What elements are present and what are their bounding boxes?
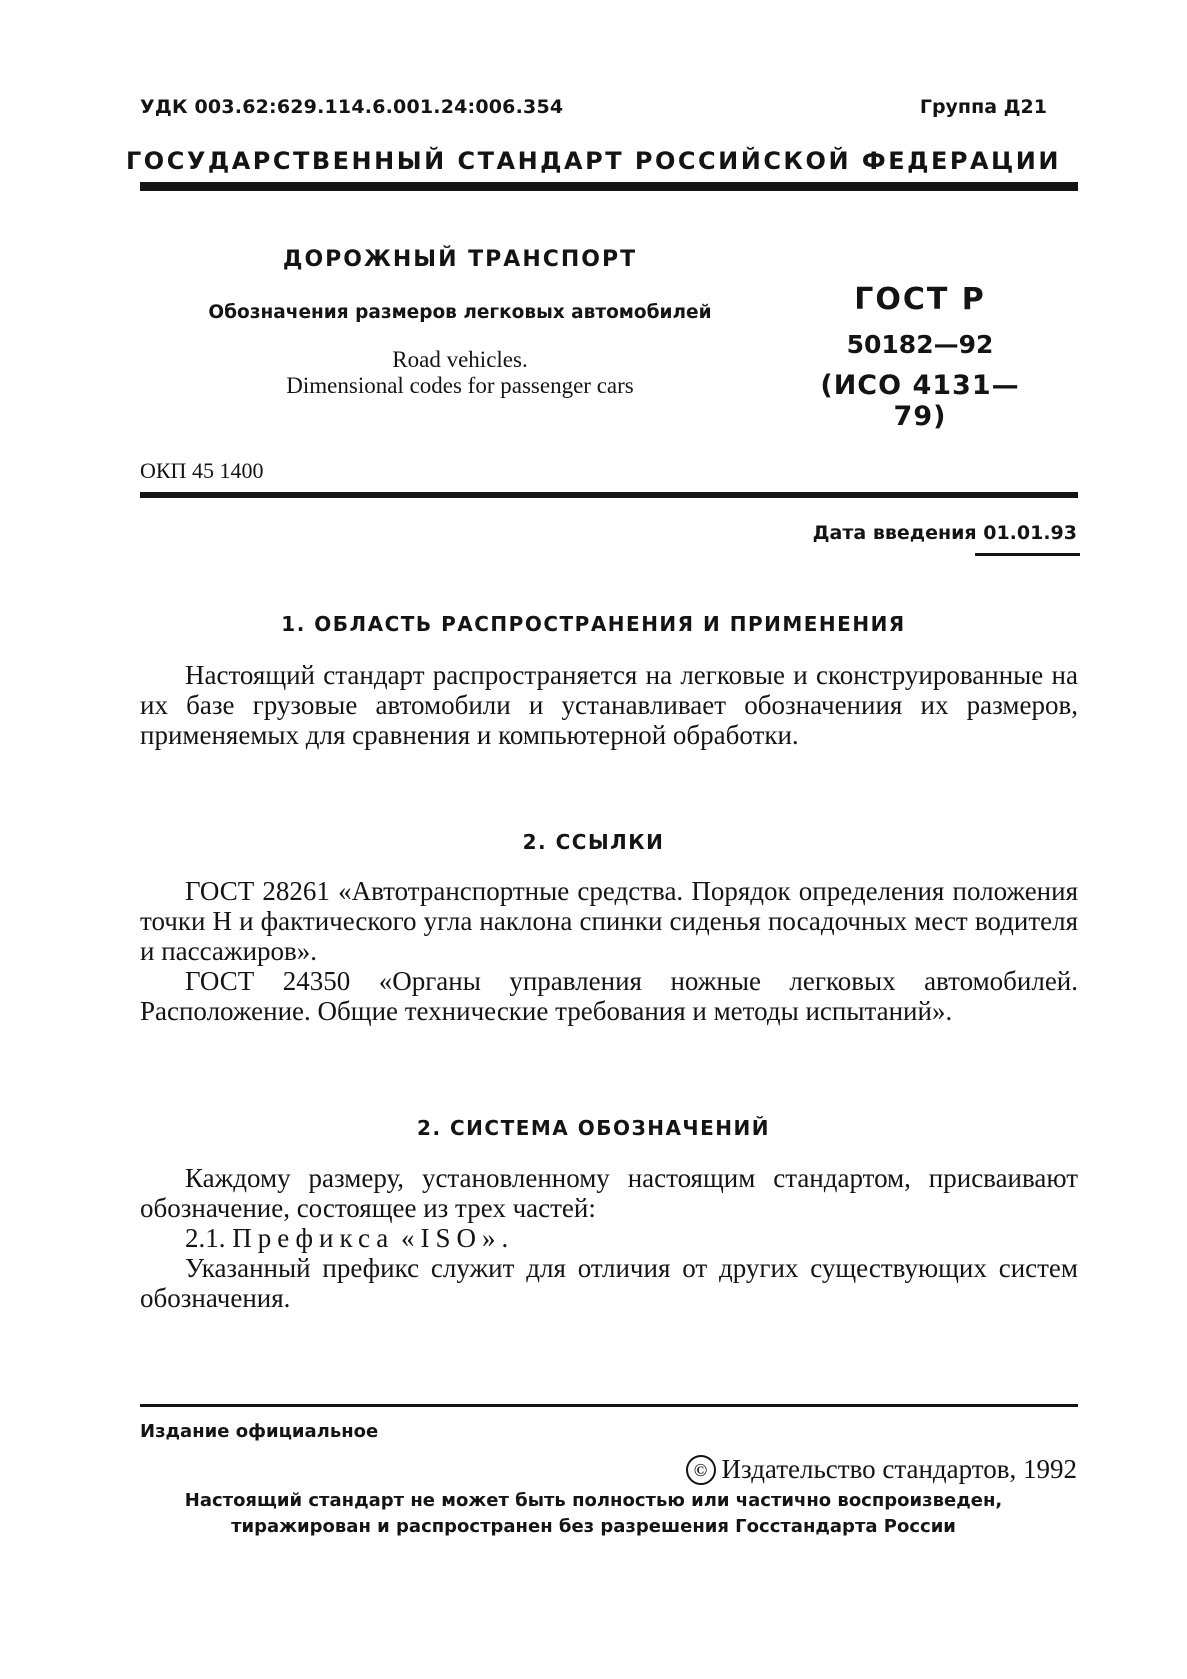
header-divider xyxy=(140,182,1078,191)
iso-reference: (ИСО 4131—79) xyxy=(820,370,1020,432)
state-standard-heading: ГОСУДАРСТВЕННЫЙ СТАНДАРТ РОССИЙСКОЙ ФЕДЕРАЦИИ xyxy=(126,147,1061,175)
okp-divider xyxy=(140,492,1078,498)
copyright-line xyxy=(686,1454,1077,1485)
section-1-heading: 1. ОБЛАСТЬ РАСПРОСТРАНЕНИЯ И ПРИМЕНЕНИЯ xyxy=(281,612,906,636)
gost-number: 50182—92 xyxy=(846,330,994,359)
okp-code: ОКП 45 1400 xyxy=(140,458,264,483)
notice-line-2: тиражирован и распространен без разрешения Госстандарта России xyxy=(231,1516,956,1537)
item-2-1 xyxy=(140,1223,1078,1253)
notice-line-1: Настоящий стандарт не может быть полностью или частично воспроизведен, xyxy=(184,1490,1003,1511)
prefix-note: Указанный префикс служит для отличия от других существующих систем обозначения. xyxy=(140,1253,1078,1313)
footer-divider xyxy=(140,1404,1078,1407)
english-title-line-1: Road vehicles. xyxy=(392,347,528,372)
reference-gost-28261: ГОСТ 28261 «Автотранспортные средства. Порядок определения положения точки Н и фактического угла наклона спинки сиденья посадочных мест водителя и пассажиров». xyxy=(140,876,1078,966)
gost-label: ГОСТ Р xyxy=(854,282,986,317)
section-1-text: Настоящий стандарт распространяется на легковые и сконструированные на их базе грузовые автомобили и устанавливает обозначениия их размеров, применяемых для сравнения и компьютерной обработки. xyxy=(140,660,1078,750)
item-label: Префикса xyxy=(232,1223,395,1253)
item-number: 2.1. xyxy=(185,1223,226,1253)
publisher-text: Издательство стандартов, 1992 xyxy=(721,1454,1077,1484)
document-title: ДОРОЖНЫЙ ТРАНСПОРТ xyxy=(282,247,638,272)
date-underline xyxy=(975,553,1080,556)
group-code: Группа Д21 xyxy=(919,96,1047,118)
copyright-icon: © xyxy=(686,1455,716,1485)
official-edition-label: Издание официальное xyxy=(140,1421,379,1442)
item-value: «ISO». xyxy=(401,1223,515,1253)
reproduction-notice xyxy=(0,1488,1187,1540)
section-2-heading: 2. ССЫЛКИ xyxy=(522,830,665,854)
reference-gost-24350: ГОСТ 24350 «Органы управления ножные легковых автомобилей. Расположение. Общие технические требования и методы испытаний». xyxy=(140,966,1078,1026)
section-3-heading: 2. СИСТЕМА ОБОЗНАЧЕНИЙ xyxy=(417,1116,770,1140)
udk-code: УДК 003.62:629.114.6.001.24:006.354 xyxy=(140,96,564,118)
section-3-text: Каждому размеру, установленному настоящим стандартом, присваивают обозначение, состоящее из трех частей: xyxy=(140,1163,1078,1223)
english-title-line-2: Dimensional codes for passenger cars xyxy=(286,373,634,398)
document-subtitle: Обозначения размеров легковых автомобилей xyxy=(208,302,712,323)
introduction-date: Дата введения 01.01.93 xyxy=(812,522,1077,544)
